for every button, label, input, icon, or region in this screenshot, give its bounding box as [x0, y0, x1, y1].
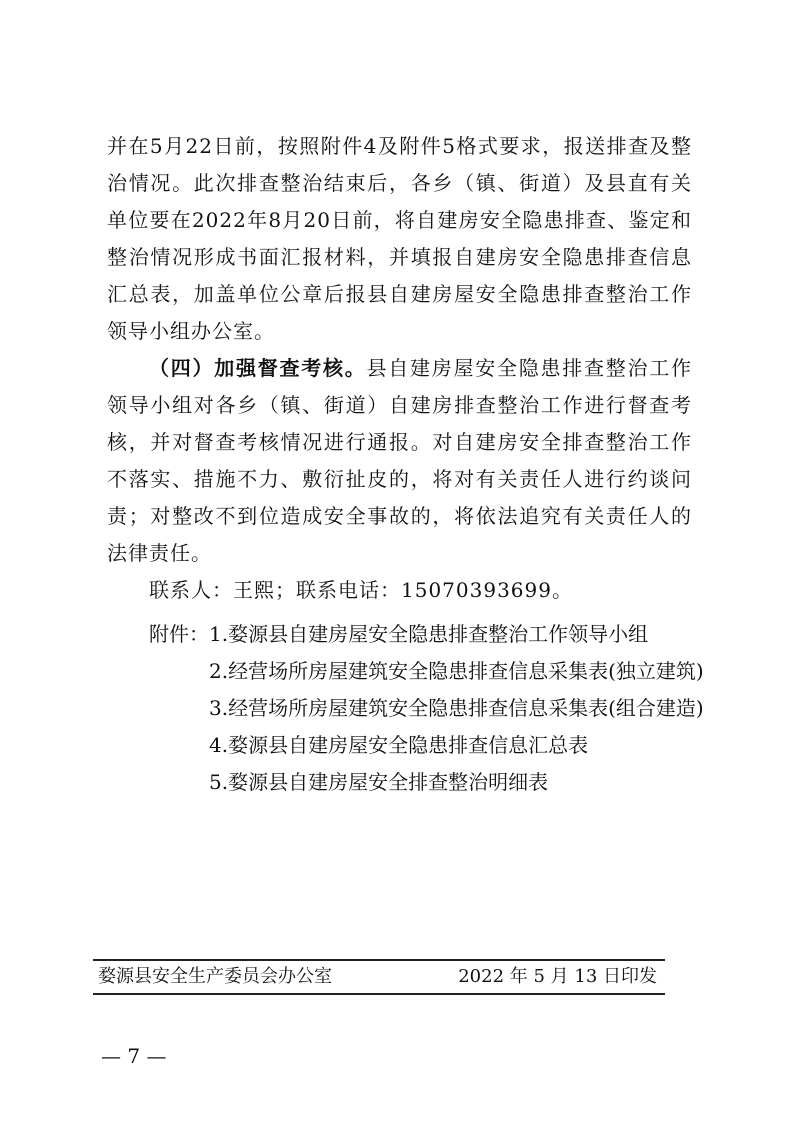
paragraph-supervision-text: 县自建房屋安全隐患排查整治工作领导小组对各乡（镇、街道）自建房排查整治工作进行督查考核，并对督查考核情况进行通报。对自建房安全排查整治工作不落实、措施不力、敷衍扯皮的，将对有关责任人进行约谈问责；对整改不到位造成安全事故的，将依法追究有关责任人的法律责任。 [107, 356, 692, 565]
attachment-row [149, 653, 709, 690]
attachment-row [149, 616, 709, 653]
page-number: — 7 — [101, 1044, 167, 1068]
attachment-item-5: 5.婺源县自建房屋安全排查整治明细表 [209, 770, 549, 794]
section-title-supervision: （四）加强督查考核。 [149, 356, 367, 380]
footer-issuing-office: 婺源县安全生产委员会办公室 [98, 966, 332, 987]
attachment-row [149, 690, 709, 727]
attachment-row [149, 764, 709, 801]
attachment-item-1: 1.婺源县自建房屋安全隐患排查整治工作领导小组 [209, 622, 649, 646]
contact-line: 联系人：王熙；联系电话：15070393699。 [149, 578, 573, 602]
footer-divider-top [93, 959, 665, 961]
document-body [107, 128, 692, 609]
attachments-list [149, 616, 709, 801]
attachment-item-3: 3.经营场所房屋建筑安全隐患排查信息采集表(组合建造) [209, 696, 704, 720]
paragraph-report-requirements: 并在5月22日前，按照附件4及附件5格式要求，报送排查及整治情况。此次排查整治结束后，各乡（镇、街道）及县直有关单位要在2022年8月20日前，将自建房安全隐患排查、鉴定和整治情况形成书面汇报材料，并填报自建房安全隐患排查信息汇总表，加盖单位公章后报县自建房屋安全隐患排查整治工作领导小组办公室。 [107, 134, 692, 343]
footer-issue-date: 2022 年 5 月 13 日印发 [458, 966, 657, 987]
attachment-item-2: 2.经营场所房屋建筑安全隐患排查信息采集表(独立建筑) [209, 659, 704, 683]
attachment-item-4: 4.婺源县自建房屋安全隐患排查信息汇总表 [209, 733, 589, 757]
attachments-label: 附件： [149, 622, 209, 646]
attachment-row [149, 727, 709, 764]
footer-divider-bottom [93, 993, 665, 995]
paragraph-supervision [107, 350, 692, 572]
